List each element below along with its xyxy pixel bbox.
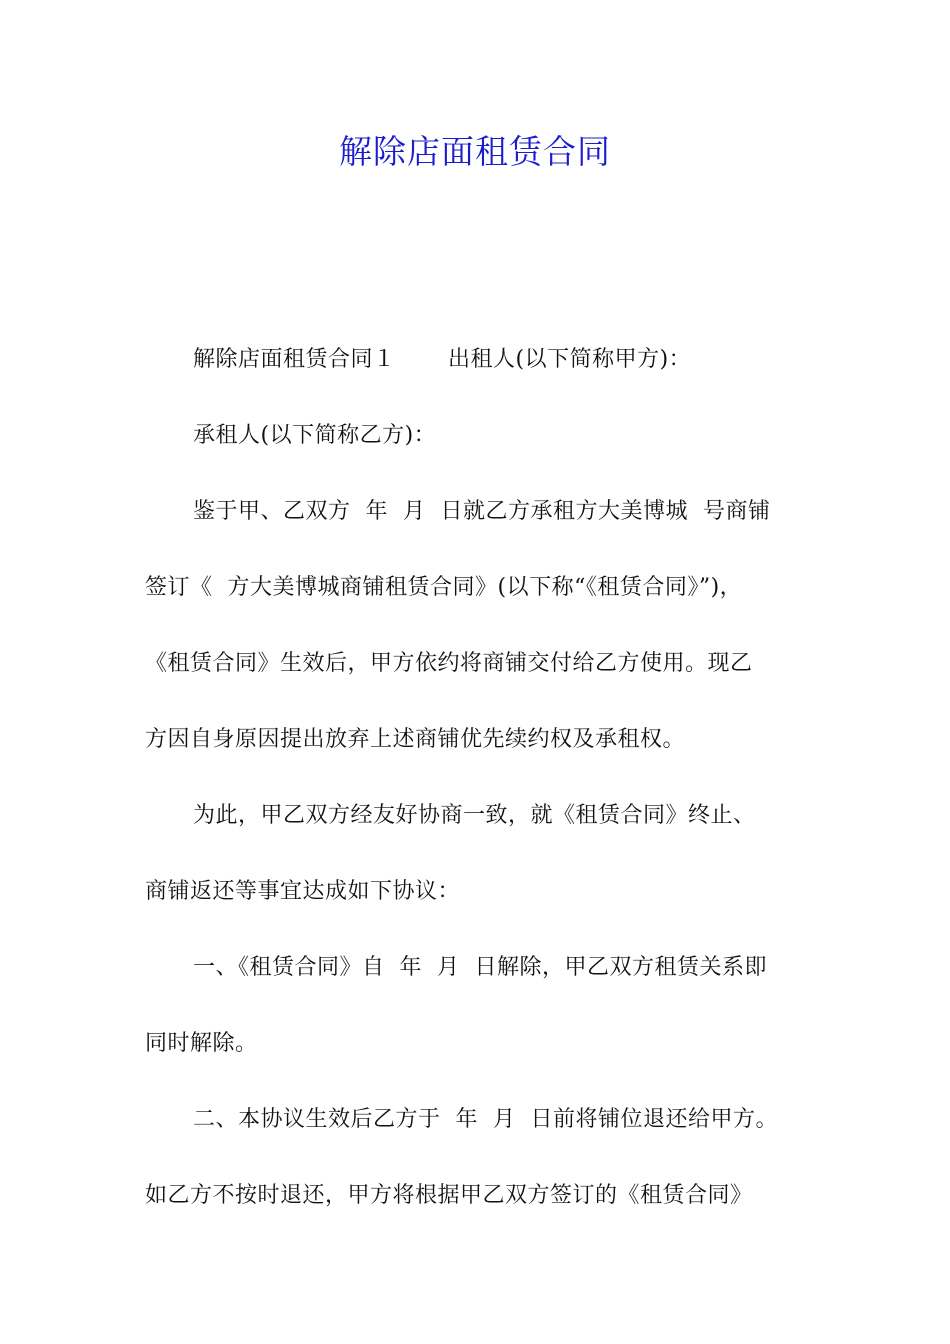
paragraph-line: 为此，甲乙双方经友好协商一致，就《租赁合同》终止、 <box>193 803 756 828</box>
paragraph-line: 同时解除。 <box>145 1031 258 1056</box>
paragraph-line: 二、本协议生效后乙方于 年 月 日前将铺位退还给甲方。 <box>193 1107 778 1132</box>
paragraph-line: 如乙方不按时退还，甲方将根据甲乙双方签订的《租赁合同》 <box>145 1183 753 1208</box>
paragraph-line: 签订《 方大美博城商铺租赁合同》(以下称“《租赁合同》”)， <box>145 575 743 600</box>
paragraph-line: 一、《租赁合同》自 年 月 日解除，甲乙双方租赁关系即 <box>193 955 767 980</box>
paragraph-line: 商铺返还等事宜达成如下协议： <box>145 879 461 904</box>
paragraph-line: 解除店面租赁合同１ 出租人(以下简称甲方)： <box>193 347 692 372</box>
paragraph-line: 承租人(以下简称乙方)： <box>193 423 437 448</box>
paragraph-line: 《租赁合同》生效后，甲方依约将商铺交付给乙方使用。现乙 <box>145 651 753 676</box>
document-body <box>145 336 817 1248</box>
document-title: 解除店面租赁合同 <box>339 132 611 171</box>
paragraph-line: 方因自身原因提出放弃上述商铺优先续约权及承租权。 <box>145 727 686 752</box>
paragraph-line: 鉴于甲、乙双方 年 月 日就乙方承租方大美博城 号商铺 <box>193 499 771 524</box>
